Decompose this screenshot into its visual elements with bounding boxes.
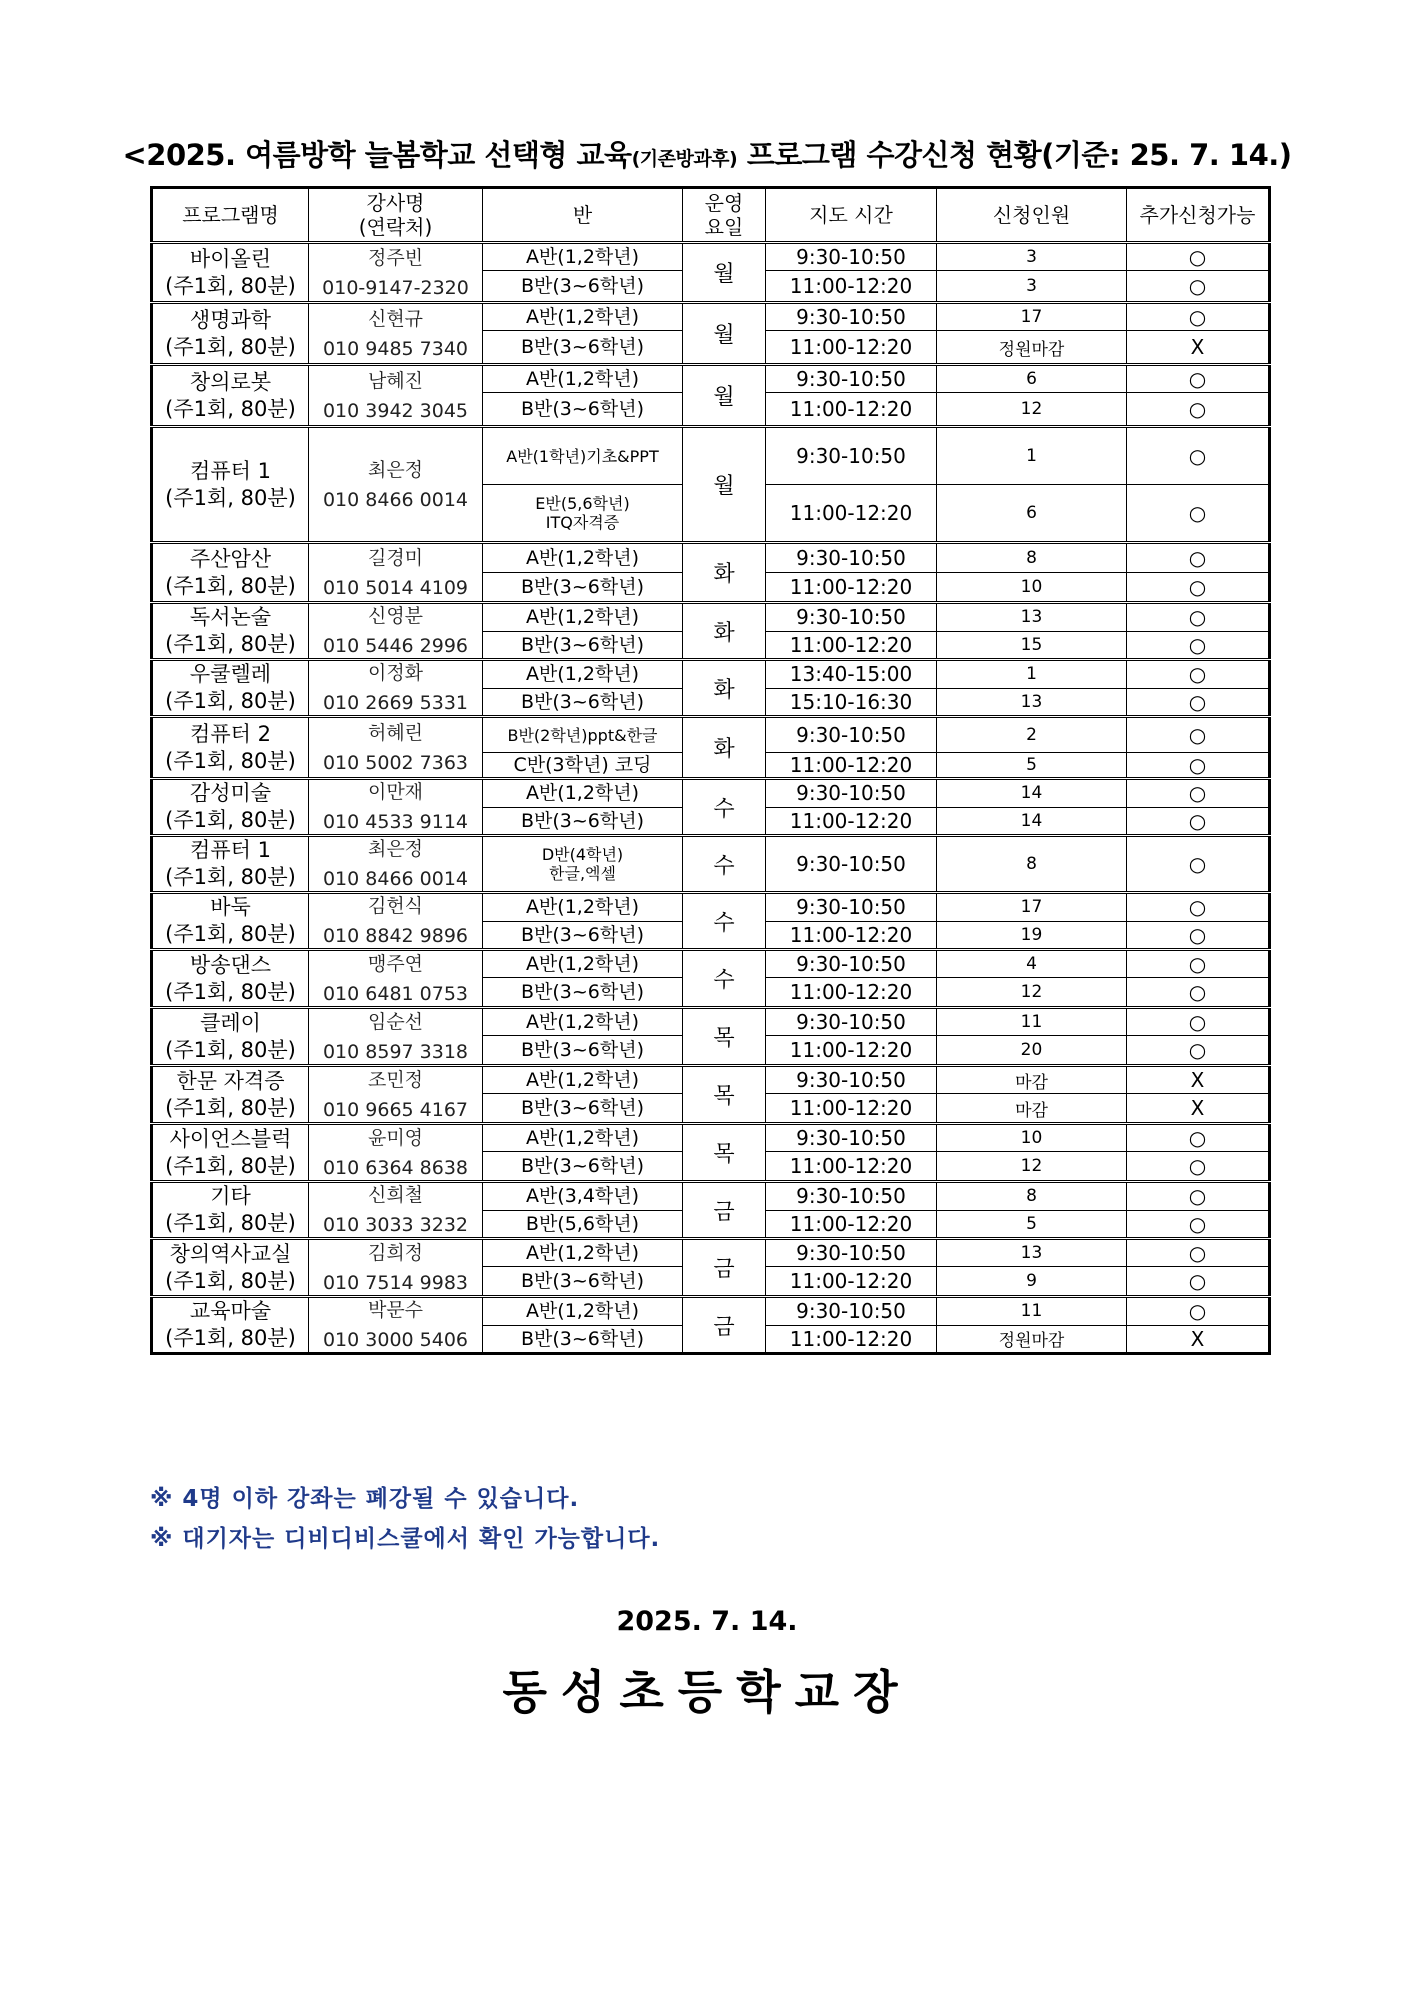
class-time: 11:00-12:20: [766, 331, 937, 365]
class-time: 11:00-12:20: [766, 1152, 937, 1182]
teacher-cell: [309, 427, 483, 543]
class-time: 9:30-10:50: [766, 717, 937, 753]
availability: X: [1127, 331, 1270, 365]
program-name: 방송댄스 (주1회, 80분): [152, 950, 309, 1008]
class-name: B반(2학년)ppt&한글: [483, 717, 683, 753]
applicant-count: 5: [937, 753, 1127, 779]
availability: ○: [1127, 243, 1270, 271]
availability: ○: [1127, 660, 1270, 689]
teacher-name: 최은정: [367, 458, 424, 481]
class-time: 9:30-10:50: [766, 1008, 937, 1036]
applicant-count: 17: [937, 893, 1127, 922]
class-name: A반(1,2학년): [483, 1066, 683, 1094]
applicant-count: 마감: [937, 1066, 1127, 1094]
class-time: 11:00-12:20: [766, 1094, 937, 1124]
teacher-phone: 010 5446 2996: [322, 635, 469, 657]
class-name: B반(3~6학년): [483, 631, 683, 660]
applicant-count: 마감: [937, 1094, 1127, 1124]
class-name: A반(1,2학년): [483, 603, 683, 632]
class-time: 9:30-10:50: [766, 427, 937, 485]
note-closure: ※ 4명 이하 강좌는 폐강될 수 있습니다.: [150, 1486, 580, 1512]
teacher-phone: 010 8597 3318: [322, 1040, 469, 1063]
teacher-phone: 010 5002 7363: [322, 751, 469, 774]
class-time: 9:30-10:50: [766, 1124, 937, 1152]
teacher-name: 김헌식: [367, 895, 424, 917]
teacher-phone: 010 8466 0014: [322, 868, 469, 890]
class-time: 9:30-10:50: [766, 1182, 937, 1211]
header-teacher: 강사명 (연락처): [309, 188, 483, 243]
program-name: 창의로봇 (주1회, 80분): [152, 365, 309, 427]
teacher-cell: [309, 1239, 483, 1297]
class-name: E반(5,6학년) ITQ자격증: [483, 485, 683, 543]
class-time: 11:00-12:20: [766, 753, 937, 779]
class-name: B반(3~6학년): [483, 807, 683, 836]
class-name: A반(1,2학년): [483, 950, 683, 978]
table-row: [152, 603, 1270, 632]
title-small: (기존방과후): [631, 148, 738, 170]
availability: ○: [1127, 753, 1270, 779]
applicant-count: 12: [937, 393, 1127, 427]
table-row: [152, 243, 1270, 271]
availability: ○: [1127, 978, 1270, 1008]
weekday: 금: [683, 1239, 766, 1297]
class-name: B반(3~6학년): [483, 1325, 683, 1354]
teacher-phone: 010 3033 3232: [322, 1214, 469, 1236]
availability: ○: [1127, 393, 1270, 427]
class-name: B반(3~6학년): [483, 393, 683, 427]
availability: X: [1127, 1325, 1270, 1354]
availability: ○: [1127, 1182, 1270, 1211]
teacher-cell: [309, 1124, 483, 1182]
availability: ○: [1127, 1210, 1270, 1239]
table-row: [152, 1297, 1270, 1326]
applicant-count: 17: [937, 303, 1127, 331]
availability: ○: [1127, 1152, 1270, 1182]
table-row: [152, 893, 1270, 922]
weekday: 화: [683, 660, 766, 717]
teacher-cell: [309, 1182, 483, 1239]
applicant-count: 13: [937, 603, 1127, 632]
class-name: B반(3~6학년): [483, 688, 683, 717]
class-name: A반(1,2학년): [483, 543, 683, 573]
table-row: [152, 1066, 1270, 1094]
header-row: [152, 188, 1270, 243]
teacher-cell: [309, 836, 483, 893]
availability: ○: [1127, 631, 1270, 660]
header-day: 운영 요일: [683, 188, 766, 243]
class-name: B반(3~6학년): [483, 921, 683, 950]
availability: ○: [1127, 543, 1270, 573]
schedule-table: [150, 186, 1271, 1355]
teacher-phone: 010 8466 0014: [322, 488, 469, 511]
applicant-count: 8: [937, 1182, 1127, 1211]
table-row: [152, 836, 1270, 893]
availability: ○: [1127, 717, 1270, 753]
teacher-phone: 010 6481 0753: [322, 982, 469, 1005]
program-name: 한문 자격증 (주1회, 80분): [152, 1066, 309, 1124]
teacher-name: 윤미영: [367, 1126, 424, 1149]
teacher-phone: 010 7514 9983: [322, 1271, 469, 1294]
program-name: 컴퓨터 2 (주1회, 80분): [152, 717, 309, 779]
applicant-count: 3: [937, 271, 1127, 303]
teacher-phone: 010-9147-2320: [322, 276, 469, 299]
class-time: 9:30-10:50: [766, 243, 937, 271]
applicant-count: 6: [937, 365, 1127, 393]
availability: ○: [1127, 427, 1270, 485]
table-row: [152, 950, 1270, 978]
availability: ○: [1127, 807, 1270, 836]
teacher-phone: 010 9665 4167: [322, 1098, 469, 1121]
program-name: 교육마술 (주1회, 80분): [152, 1297, 309, 1354]
applicant-count: 15: [937, 631, 1127, 660]
teacher-cell: [309, 717, 483, 779]
note-waitlist: ※ 대기자는 디비디비스쿨에서 확인 가능합니다.: [150, 1526, 661, 1552]
class-time: 11:00-12:20: [766, 271, 937, 303]
table-row: [152, 660, 1270, 689]
class-time: 11:00-12:20: [766, 631, 937, 660]
class-name: B반(3~6학년): [483, 1152, 683, 1182]
class-time: 9:30-10:50: [766, 543, 937, 573]
header-class: 반: [483, 188, 683, 243]
class-time: 9:30-10:50: [766, 893, 937, 922]
availability: ○: [1127, 1267, 1270, 1297]
program-name: 주산암산 (주1회, 80분): [152, 543, 309, 603]
availability: ○: [1127, 836, 1270, 893]
class-time: 11:00-12:20: [766, 807, 937, 836]
class-name: B반(3~6학년): [483, 271, 683, 303]
program-name: 바둑 (주1회, 80분): [152, 893, 309, 950]
class-name: B반(3~6학년): [483, 978, 683, 1008]
program-name: 바이올린 (주1회, 80분): [152, 243, 309, 303]
program-name: 독서논술 (주1회, 80분): [152, 603, 309, 660]
weekday: 금: [683, 1297, 766, 1354]
weekday: 화: [683, 717, 766, 779]
school-principal: 동성초등학교장: [502, 1665, 912, 1719]
availability: ○: [1127, 485, 1270, 543]
class-time: 9:30-10:50: [766, 365, 937, 393]
header-count: 신청인원: [937, 188, 1127, 243]
availability: ○: [1127, 1124, 1270, 1152]
program-name: 우쿨렐레 (주1회, 80분): [152, 660, 309, 717]
class-time: 11:00-12:20: [766, 1325, 937, 1354]
class-time: 15:10-16:30: [766, 688, 937, 717]
weekday: 화: [683, 543, 766, 603]
class-time: 11:00-12:20: [766, 573, 937, 603]
notes: [150, 1480, 660, 1560]
applicant-count: 3: [937, 243, 1127, 271]
class-name: B반(3~6학년): [483, 1267, 683, 1297]
availability: ○: [1127, 950, 1270, 978]
class-name: A반(1,2학년): [483, 779, 683, 808]
weekday: 목: [683, 1124, 766, 1182]
class-name: D반(4학년) 한글,엑셀: [483, 836, 683, 893]
availability: ○: [1127, 779, 1270, 808]
weekday: 월: [683, 427, 766, 543]
class-time: 11:00-12:20: [766, 485, 937, 543]
weekday: 월: [683, 365, 766, 427]
applicant-count: 2: [937, 717, 1127, 753]
teacher-name: 맹주연: [367, 952, 424, 975]
class-name: B반(3~6학년): [483, 1036, 683, 1066]
applicant-count: 20: [937, 1036, 1127, 1066]
title-main: <2025. 여름방학 늘봄학교 선택형 교육: [122, 138, 632, 172]
table-row: [152, 303, 1270, 331]
header-program: 프로그램명: [152, 188, 309, 243]
table-row: [152, 543, 1270, 573]
header-avail: 추가신청가능: [1127, 188, 1270, 243]
teacher-name: 정주빈: [367, 246, 424, 269]
availability: ○: [1127, 573, 1270, 603]
program-name: 사이언스블럭 (주1회, 80분): [152, 1124, 309, 1182]
teacher-phone: 010 3942 3045: [322, 399, 469, 422]
class-name: A반(1,2학년): [483, 365, 683, 393]
applicant-count: 14: [937, 779, 1127, 808]
teacher-phone: 010 9485 7340: [322, 337, 469, 360]
class-time: 13:40-15:00: [766, 660, 937, 689]
availability: ○: [1127, 1036, 1270, 1066]
availability: ○: [1127, 921, 1270, 950]
class-name: B반(3~6학년): [483, 331, 683, 365]
program-name: 기타 (주1회, 80분): [152, 1182, 309, 1239]
class-name: A반(3,4학년): [483, 1182, 683, 1211]
weekday: 화: [683, 603, 766, 660]
class-time: 9:30-10:50: [766, 1297, 937, 1326]
availability: X: [1127, 1094, 1270, 1124]
header-time: 지도 시간: [766, 188, 937, 243]
weekday: 수: [683, 836, 766, 893]
teacher-cell: [309, 1008, 483, 1066]
teacher-phone: 010 2669 5331: [322, 692, 469, 714]
availability: ○: [1127, 1239, 1270, 1267]
class-time: 9:30-10:50: [766, 836, 937, 893]
teacher-name: 이정화: [367, 662, 424, 684]
applicant-count: 8: [937, 836, 1127, 893]
class-time: 9:30-10:50: [766, 950, 937, 978]
program-name: 컴퓨터 1 (주1회, 80분): [152, 427, 309, 543]
table-row: [152, 779, 1270, 808]
class-time: 11:00-12:20: [766, 921, 937, 950]
weekday: 수: [683, 950, 766, 1008]
teacher-name: 신희철: [367, 1184, 424, 1206]
class-name: A반(1,2학년): [483, 1239, 683, 1267]
availability: ○: [1127, 688, 1270, 717]
teacher-name: 길경미: [367, 546, 424, 569]
applicant-count: 11: [937, 1297, 1127, 1326]
class-name: C반(3학년) 코딩: [483, 753, 683, 779]
class-time: 9:30-10:50: [766, 779, 937, 808]
class-time: 11:00-12:20: [766, 1036, 937, 1066]
class-name: A반(1학년)기초&PPT: [483, 427, 683, 485]
applicant-count: 19: [937, 921, 1127, 950]
availability: ○: [1127, 303, 1270, 331]
weekday: 월: [683, 303, 766, 365]
applicant-count: 4: [937, 950, 1127, 978]
applicant-count: 13: [937, 688, 1127, 717]
teacher-name: 이만재: [367, 781, 424, 803]
teacher-phone: 010 6364 8638: [322, 1156, 469, 1179]
teacher-cell: [309, 303, 483, 365]
teacher-cell: [309, 603, 483, 660]
availability: ○: [1127, 365, 1270, 393]
applicant-count: 10: [937, 573, 1127, 603]
applicant-count: 13: [937, 1239, 1127, 1267]
weekday: 목: [683, 1008, 766, 1066]
applicant-count: 5: [937, 1210, 1127, 1239]
program-name: 생명과학 (주1회, 80분): [152, 303, 309, 365]
class-time: 9:30-10:50: [766, 603, 937, 632]
class-name: A반(1,2학년): [483, 893, 683, 922]
teacher-phone: 010 4533 9114: [322, 811, 469, 833]
teacher-name: 신현규: [367, 307, 424, 330]
table-row: [152, 427, 1270, 485]
applicant-count: 6: [937, 485, 1127, 543]
applicant-count: 11: [937, 1008, 1127, 1036]
table-row: [152, 717, 1270, 753]
class-name: A반(1,2학년): [483, 1124, 683, 1152]
applicant-count: 1: [937, 660, 1127, 689]
teacher-cell: [309, 660, 483, 717]
teacher-cell: [309, 1066, 483, 1124]
weekday: 수: [683, 779, 766, 836]
teacher-cell: [309, 1297, 483, 1354]
table-row: [152, 1182, 1270, 1211]
teacher-name: 박문수: [367, 1299, 424, 1321]
weekday: 수: [683, 893, 766, 950]
teacher-name: 임순선: [367, 1010, 424, 1033]
availability: ○: [1127, 271, 1270, 303]
availability: ○: [1127, 1008, 1270, 1036]
teacher-phone: 010 3000 5406: [322, 1329, 469, 1351]
table-row: [152, 365, 1270, 393]
document-date: 2025. 7. 14.: [616, 1606, 798, 1637]
title-basis: (기준: 25. 7. 14.): [1041, 138, 1292, 172]
program-name: 창의역사교실 (주1회, 80분): [152, 1239, 309, 1297]
class-name: A반(1,2학년): [483, 243, 683, 271]
class-name: A반(1,2학년): [483, 1297, 683, 1326]
teacher-name: 조민정: [367, 1068, 424, 1091]
teacher-cell: [309, 779, 483, 836]
availability: ○: [1127, 893, 1270, 922]
teacher-name: 남혜진: [367, 369, 424, 392]
weekday: 금: [683, 1182, 766, 1239]
availability: ○: [1127, 1297, 1270, 1326]
class-time: 11:00-12:20: [766, 1267, 937, 1297]
applicant-count: 8: [937, 543, 1127, 573]
teacher-cell: [309, 243, 483, 303]
availability: ○: [1127, 603, 1270, 632]
class-name: A반(1,2학년): [483, 660, 683, 689]
applicant-count: 정원마감: [937, 331, 1127, 365]
table-row: [152, 1008, 1270, 1036]
teacher-cell: [309, 543, 483, 603]
table-row: [152, 1124, 1270, 1152]
teacher-phone: 010 5014 4109: [322, 576, 469, 599]
class-name: B반(3~6학년): [483, 1094, 683, 1124]
applicant-count: 14: [937, 807, 1127, 836]
teacher-name: 최은정: [367, 838, 424, 860]
program-name: 클레이 (주1회, 80분): [152, 1008, 309, 1066]
title-rest: 프로그램 수강신청 현황: [737, 138, 1042, 172]
applicant-count: 10: [937, 1124, 1127, 1152]
class-time: 9:30-10:50: [766, 303, 937, 331]
teacher-cell: [309, 893, 483, 950]
class-name: A반(1,2학년): [483, 1008, 683, 1036]
weekday: 목: [683, 1066, 766, 1124]
applicant-count: 12: [937, 978, 1127, 1008]
class-name: A반(1,2학년): [483, 303, 683, 331]
class-name: B반(5,6학년): [483, 1210, 683, 1239]
table-row: [152, 1239, 1270, 1267]
program-name: 컴퓨터 1 (주1회, 80분): [152, 836, 309, 893]
weekday: 월: [683, 243, 766, 303]
schedule-body: [152, 243, 1270, 1354]
teacher-name: 신영분: [367, 605, 424, 627]
class-time: 11:00-12:20: [766, 393, 937, 427]
teacher-cell: [309, 950, 483, 1008]
teacher-phone: 010 8842 9896: [322, 925, 469, 947]
class-name: B반(3~6학년): [483, 573, 683, 603]
applicant-count: 12: [937, 1152, 1127, 1182]
teacher-name: 허혜린: [367, 721, 424, 744]
applicant-count: 9: [937, 1267, 1127, 1297]
class-time: 9:30-10:50: [766, 1239, 937, 1267]
applicant-count: 정원마감: [937, 1325, 1127, 1354]
class-time: 9:30-10:50: [766, 1066, 937, 1094]
class-time: 11:00-12:20: [766, 1210, 937, 1239]
class-time: 11:00-12:20: [766, 978, 937, 1008]
teacher-cell: [309, 365, 483, 427]
program-name: 감성미술 (주1회, 80분): [152, 779, 309, 836]
teacher-name: 김희정: [367, 1241, 424, 1264]
applicant-count: 1: [937, 427, 1127, 485]
page-title: [0, 133, 1414, 174]
availability: X: [1127, 1066, 1270, 1094]
